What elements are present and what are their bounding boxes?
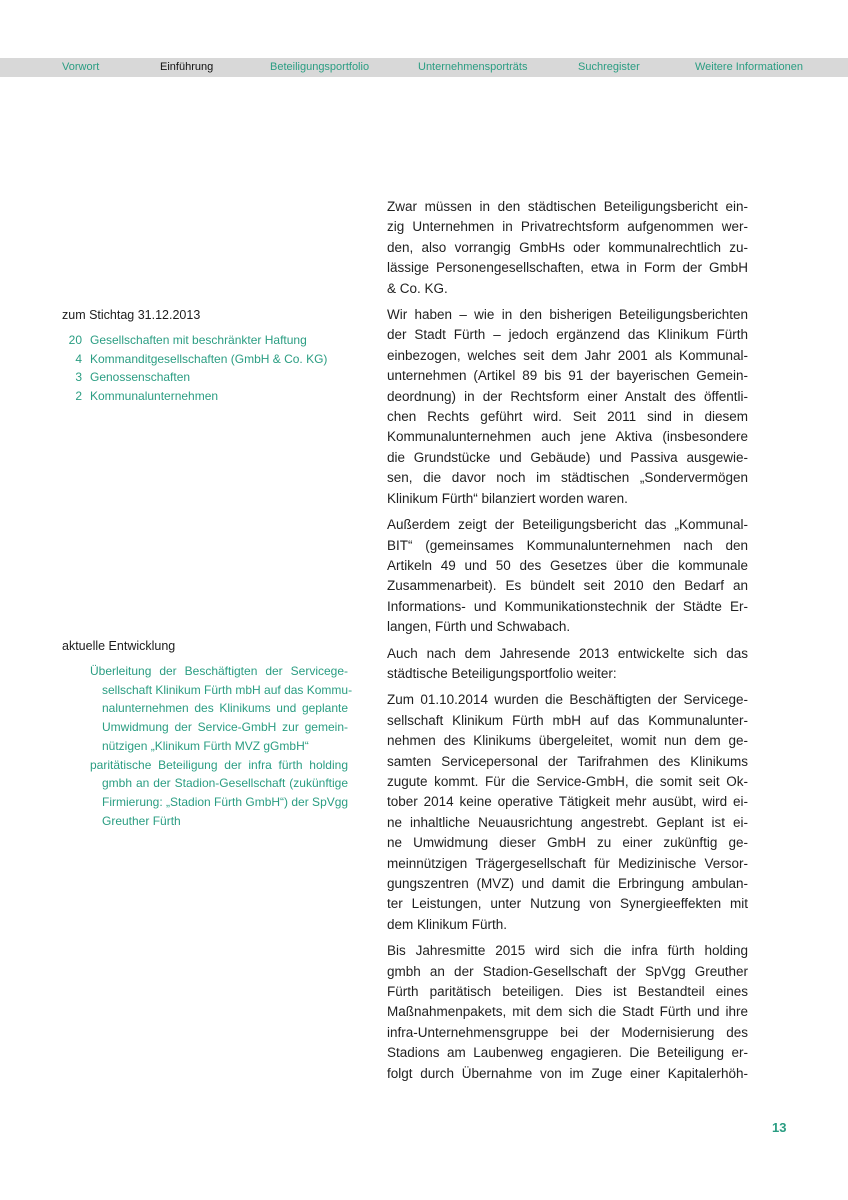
legal-form-count: 4 [75, 351, 82, 366]
legal-form-item [62, 331, 362, 350]
body-paragraph-line: Kommunalunternehmen auch jene Aktiva (insbesondere [387, 429, 748, 445]
body-paragraph-line: sellschaft Klinikum Fürth mbH auf das Kommunalunter- [387, 712, 748, 728]
body-paragraph-line: städtische Beteiligungsportfolio weiter: [387, 665, 617, 681]
body-paragraph-line: deordnung) in der Rechtsform einer Anstalt des öffentli- [387, 388, 748, 404]
body-paragraph-line: die Grundstücke und Gebäude) und Passiva ausgewie- [387, 449, 748, 465]
body-paragraph-line: Artikeln 49 und 50 des Gesetzes über die kommunale [387, 557, 748, 573]
body-paragraph-line: samten Servicepersonal der Tarifrahmen des Klinikums [387, 753, 748, 769]
entwicklung-item-line: Überleitung der Beschäftigten der Servicege- [90, 664, 348, 678]
legal-form-count: 3 [75, 370, 82, 385]
legal-form-label: Kommunalunternehmen [90, 389, 219, 404]
legal-form-item [62, 368, 362, 387]
body-paragraph-line: folgt durch Übernahme von im Zuge einer Kapitalerhöh- [387, 1065, 748, 1081]
body-paragraph-line: Stadions am Laubenweg engagieren. Die Beteiligung er- [387, 1045, 748, 1061]
body-paragraph-line: BIT“ (gemeinsames Kommunalunternehmen nach den [387, 537, 748, 553]
nav-tab-einfuehrung[interactable]: Einführung [160, 61, 214, 73]
legal-form-count: 20 [68, 333, 82, 347]
body-paragraph-line: meinnützigen Trägergesellschaft für Medizinische Versor- [387, 855, 748, 871]
body-paragraph-line: & Co. KG. [387, 280, 448, 296]
body-paragraph-line: Zum 01.10.2014 wurden die Beschäftigten der Servicege- [387, 692, 748, 708]
entwicklung-item [90, 756, 348, 831]
body-paragraph-line: ne inhaltliche Neuausrichtung angestrebt. Geplant ist ei- [387, 814, 748, 830]
body-paragraph-line: ter Leistungen, unter Nutzung von Synergieeffekten mit [387, 896, 748, 912]
body-paragraph-line: zig Unternehmen in Privatrechtsform aufgenommen wer- [387, 219, 748, 235]
body-paragraph-line: tober 2014 keine operative Tätigkeit mehr ausübt, wird ei- [387, 794, 748, 810]
body-paragraph-line: gungszentren (MVZ) und damit die Erbringung ambulan- [387, 876, 748, 891]
stichtag-heading: zum Stichtag 31.12.2013 [62, 308, 201, 322]
body-paragraph-line: zugute kommt. Für die Service-GmbH, die somit seit Ok- [387, 773, 748, 789]
entwicklung-list [90, 662, 353, 830]
entwicklung-item-line: sellschaft Klinikum Fürth mbH auf das Kommu- [102, 682, 353, 697]
entwicklung-item-line: gmbh an der Stadion-Gesellschaft (zukünftige [102, 776, 348, 791]
body-paragraph [387, 515, 748, 637]
entwicklung-item-line: Umwidmung der Service-GmbH zur gemein- [102, 720, 348, 735]
body-paragraph-line: dem Klinikum Fürth. [387, 916, 508, 932]
nav-tab-unternehmensportraets[interactable]: Unternehmensporträts [418, 61, 528, 73]
body-paragraph-line: gmbh an der Stadion-Gesellschaft der SpVgg Greuther [387, 963, 748, 979]
legal-form-item [62, 350, 362, 369]
nav-tab-vorwort[interactable]: Vorwort [62, 61, 100, 73]
entwicklung-heading: aktuelle Entwicklung [62, 639, 176, 653]
body-paragraph-line: sen, die davor noch im städtischen „Sondervermögen [387, 470, 748, 486]
body-paragraph-line: Auch nach dem Jahresende 2013 entwickelte sich das [387, 645, 748, 661]
legal-form-label: Genossenschaften [90, 370, 191, 385]
body-paragraph-line: lässige Personengesellschaften, etwa in Form der GmbH [387, 260, 748, 276]
body-paragraph [387, 197, 748, 299]
body-paragraph [387, 690, 748, 935]
entwicklung-item-line: paritätische Beteiligung der infra fürth holding [90, 757, 348, 772]
entwicklung-item [90, 662, 353, 756]
body-paragraph-line: Informations- und Kommunikationstechnik der Städte Er- [387, 598, 748, 614]
body-paragraph-line: Zusammenarbeit). Es bündelt seit 2010 den Bedarf an [387, 578, 748, 594]
nav-tab-beteiligungsportfolio[interactable]: Beteiligungsportfolio [270, 61, 370, 73]
nav-tab-weitere-informationen[interactable]: Weitere Informationen [695, 61, 804, 73]
body-paragraph-line: der Stadt Fürth – jedoch ergänzend das Klinikum Fürth [387, 327, 748, 343]
body-paragraph-line: Bis Jahresmitte 2015 wird sich die infra fürth holding [387, 943, 748, 959]
body-paragraph [387, 941, 748, 1084]
body-paragraph-line: Zwar müssen in den städtischen Beteiligungsbericht ein- [387, 199, 748, 214]
page-number: 13 [772, 1120, 787, 1135]
top-navigation-bar [0, 58, 848, 77]
entwicklung-item-line: nalunternehmen des Klinikums und geplante [102, 701, 348, 716]
entwicklung-item-line: nützigen „Klinikum Fürth MVZ gGmbH“ [102, 738, 309, 753]
main-text-column [387, 197, 748, 1090]
body-paragraph-line: infra-Unternehmensgruppe bei der Modernisierung des [387, 1024, 748, 1040]
body-paragraph-line: nehmen des Klinikums übergeleitet, womit nun dem ge- [387, 733, 748, 749]
legal-form-item [62, 387, 362, 406]
entwicklung-item-line: Firmierung: „Stadion Fürth GmbH“) der SpVgg [102, 794, 349, 809]
body-paragraph-line: Maßnahmenpakets, mit dem sich die Stadt Fürth und ihre [387, 1004, 748, 1020]
legal-forms-list [62, 331, 362, 406]
body-paragraph [387, 644, 748, 685]
body-paragraph-line: den, also vorrangig GmbHs oder kommunalrechtlich zu- [387, 239, 748, 255]
legal-form-label: Gesellschaften mit beschränkter Haftung [90, 333, 307, 347]
body-paragraph-line: langen, Fürth und Schwabach. [387, 619, 571, 635]
legal-form-count: 2 [75, 389, 82, 404]
body-paragraph-line: Außerdem zeigt der Beteiligungsbericht das „Kommunal- [387, 517, 748, 533]
body-paragraph [387, 305, 748, 509]
body-paragraph-line: Fürth paritätisch beteiligen. Dies ist Bestandteil eines [387, 984, 748, 1000]
entwicklung-item-line: Greuther Fürth [102, 813, 181, 828]
body-paragraph-line: ne Umwidmung dieser GmbH zu einer zukünftig ge- [387, 835, 748, 851]
legal-form-label: Kommanditgesellschaften (GmbH & Co. KG) [90, 351, 328, 366]
body-paragraph-line: Klinikum Fürth“ bilanziert worden waren. [387, 490, 628, 506]
body-paragraph-line: Wir haben – wie in den bisherigen Beteiligungsberichten [387, 307, 748, 323]
body-paragraph-line: chen Rechts geführt wird. Seit 2011 sind in diesem [387, 409, 748, 425]
body-paragraph-line: einbezogen, welches seit dem Jahr 2001 als Kommunal- [387, 347, 748, 363]
body-paragraph-line: unternehmen (Artikel 89 bis 91 der bayerischen Gemein- [387, 368, 748, 384]
nav-tab-suchregister[interactable]: Suchregister [578, 61, 640, 73]
